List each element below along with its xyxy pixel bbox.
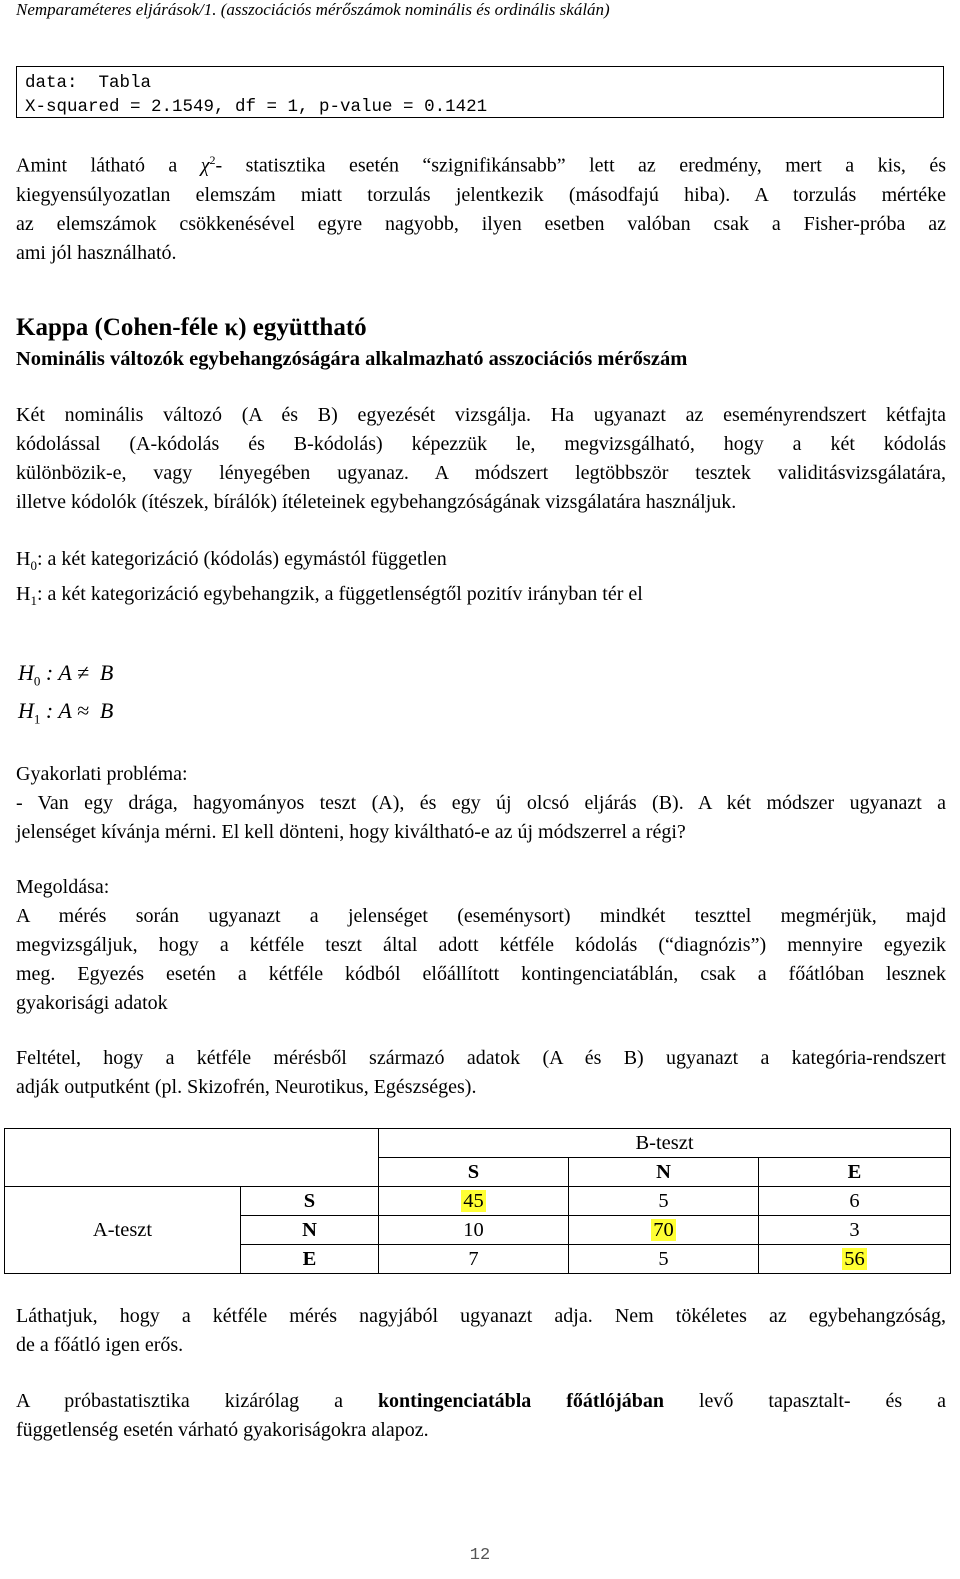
math-h1: $H_1$ : A ≈ B xyxy=(18,698,114,727)
table-cell xyxy=(379,1187,569,1216)
diagonal-value: 45 xyxy=(463,1189,484,1212)
text-line: az elemszámok csökkenésével egyre nagyobb, ilyen esetben valóban csak a Fisher-próba az xyxy=(16,212,946,235)
section-subtitle: Nominális változók egybehangzóságára alkalmazható asszociációs mérőszám xyxy=(16,348,688,370)
text-line: adják outputként (pl. Skizofrén, Neurotikus, Egészséges). xyxy=(16,1076,477,1098)
r-output-box xyxy=(16,66,944,118)
paragraph-intro xyxy=(16,401,946,517)
row-header: E xyxy=(241,1245,379,1274)
paragraph-practical xyxy=(16,760,946,847)
text-line: de a főátló igen erős. xyxy=(16,1334,184,1356)
table-cell xyxy=(759,1245,951,1274)
table-cell: 3 xyxy=(759,1216,951,1245)
paragraph-solution xyxy=(16,873,946,1018)
col-group-header: B-teszt xyxy=(379,1129,951,1158)
paragraph-statistic xyxy=(16,1387,946,1445)
text-line: kódolással (A-kódolás és B-kódolás) képezzük le, megvizsgálható, hogy a két kódolás xyxy=(16,433,946,455)
bold-term: főátlójában xyxy=(566,1390,665,1412)
section-title: Kappa (Cohen-féle κ) együttható xyxy=(16,314,367,341)
table-cell xyxy=(569,1216,759,1245)
chi-symbol: χ xyxy=(200,154,210,177)
text-line: gyakorisági adatok xyxy=(16,992,168,1014)
text-line: Láthatjuk, hogy a kétféle mérés nagyjából ugyanazt adja. Nem tökéletes az egybehangzóság, xyxy=(16,1305,946,1327)
text: A próbastatisztika kizárólag a xyxy=(16,1390,378,1412)
diagonal-value: 70 xyxy=(653,1218,674,1241)
math-h0: $H_0$ : A ≠ B xyxy=(18,660,114,689)
col-header: S xyxy=(379,1158,569,1187)
text-line: megvizsgáljuk, hogy a kétféle teszt által adott kétféle kódolás (“diagnózis”) mennyire egyezik xyxy=(16,934,946,956)
code-line: data: Tabla xyxy=(25,73,152,93)
text-line: - Van egy drága, hagyományos teszt (A), és egy új olcsó eljárás (B). A két módszer ugyanazt a xyxy=(16,792,946,814)
contingency-table xyxy=(4,1128,951,1274)
bold-term: kontingenciatábla xyxy=(377,1390,532,1412)
table-cell: 7 xyxy=(379,1245,569,1274)
table-row xyxy=(5,1187,951,1216)
label: Megoldása: xyxy=(16,876,110,898)
label: Gyakorlati probléma: xyxy=(16,763,188,785)
table-cell: 6 xyxy=(759,1187,951,1216)
table-cell: 10 xyxy=(379,1216,569,1245)
page-header: Nemparaméteres eljárások/1. (asszociációs mérőszámok nominális és ordinális skálán) xyxy=(16,0,610,19)
h0-line: $H_0$: a két kategorizáció (kódolás) egymástól független xyxy=(16,548,447,573)
text-line: Feltétel, hogy a kétféle mérésből származó adatok (A és B) ugyanazt a kategória-rendszert xyxy=(16,1047,946,1069)
hypotheses-text xyxy=(16,545,946,615)
text-line: jelenséget kívánja mérni. El kell dönteni, hogy kiváltható-e az új módszerrel a régi? xyxy=(16,821,686,843)
code-line: X-squared = 2.1549, df = 1, p-value = 0.1421 xyxy=(25,97,488,117)
text-line: illetve kódolók (ítészek, bírálók) ítéleteinek egybehangzóságának vizsgálatára használjuk. xyxy=(16,491,737,513)
text: - statisztika esetén “szignifikánsabb” lett az eredmény, mert a kis, és xyxy=(215,154,946,177)
text-line: függetlenség esetén várható gyakoriságokra alapoz. xyxy=(16,1419,429,1441)
col-header: E xyxy=(759,1158,951,1187)
paragraph-observation xyxy=(16,1302,946,1360)
text: Amint látható a xyxy=(16,154,201,177)
text-line: meg. Egyezés esetén a kétféle kódból előállított kontingenciatáblán, csak a főátlóban lesznek xyxy=(16,963,946,985)
row-header: S xyxy=(241,1187,379,1216)
text: levő tapasztalt- és a xyxy=(664,1390,946,1412)
text-line: különbözik-e, vagy lényegében ugyanaz. A módszert legtöbbször tesztek validitásvizsgálatára, xyxy=(16,462,946,484)
text-line: ami jól használható. xyxy=(16,241,177,264)
paragraph-condition xyxy=(16,1044,946,1102)
table-cell: 5 xyxy=(569,1245,759,1274)
table-corner xyxy=(5,1129,379,1187)
col-header: N xyxy=(569,1158,759,1187)
table-row xyxy=(5,1129,951,1158)
superscript: 2 xyxy=(209,153,216,167)
text-line: A mérés során ugyanazt a jelenséget (eseménysort) mindkét teszttel megmérjük, majd xyxy=(16,905,946,927)
row-header: N xyxy=(241,1216,379,1245)
table-cell: 5 xyxy=(569,1187,759,1216)
text-line: kiegyensúlyozatlan elemszám miatt torzulás jelentkezik (másodfajú hiba). A torzulás mértéke xyxy=(16,183,946,206)
row-group-header: A-teszt xyxy=(5,1187,241,1274)
paragraph-chi-square xyxy=(16,146,946,268)
diagonal-value: 56 xyxy=(844,1247,865,1270)
text-line: Két nominális változó (A és B) egyezését vizsgálja. Ha ugyanazt az eseményrendszert kétfajta xyxy=(16,404,946,426)
page-number: 12 xyxy=(469,1546,491,1565)
h1-line: $H_1$: a két kategorizáció egybehangzik, a függetlenségtől pozitív irányban tér el xyxy=(16,583,643,608)
